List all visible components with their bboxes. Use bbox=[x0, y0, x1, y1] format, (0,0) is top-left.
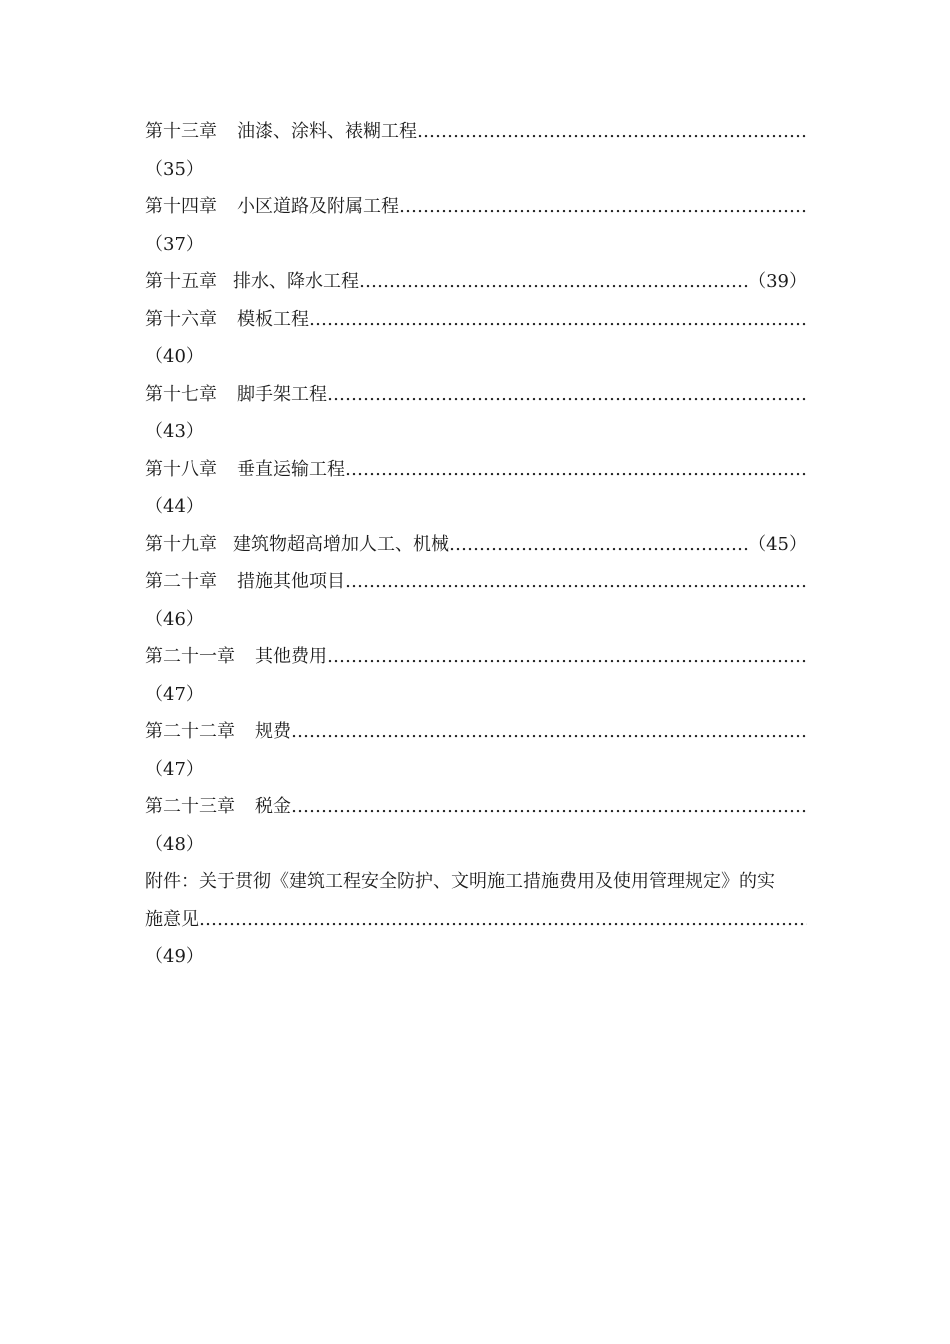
dot-leader bbox=[449, 526, 748, 564]
page-number: （49） bbox=[145, 946, 204, 967]
toc-entry-19[interactable] bbox=[145, 526, 807, 564]
page-number: （48） bbox=[145, 833, 204, 855]
chapter-number: 第十八章 bbox=[145, 458, 217, 480]
page-number: （40） bbox=[145, 346, 204, 367]
chapter-title: 其他费用 bbox=[255, 646, 327, 667]
chapter-title: 建筑物超高增加人工、机械 bbox=[233, 533, 449, 555]
dot-leader bbox=[399, 188, 807, 226]
chapter-title: 小区道路及附属工程 bbox=[237, 196, 399, 217]
chapter-title: 排水、降水工程 bbox=[233, 271, 359, 292]
chapter-title: 油漆、涂料、裱糊工程 bbox=[237, 121, 417, 142]
dot-leader bbox=[291, 788, 807, 826]
chapter-number: 第十六章 bbox=[145, 308, 217, 330]
page-number: （47） bbox=[145, 683, 204, 705]
dot-leader bbox=[309, 301, 807, 339]
chapter-number: 第十七章 bbox=[145, 383, 217, 405]
dot-leader bbox=[345, 451, 807, 489]
chapter-number: 第二十三章 bbox=[145, 796, 235, 817]
toc-entry-13[interactable] bbox=[145, 113, 807, 151]
chapter-title: 垂直运输工程 bbox=[237, 458, 345, 480]
appendix-title-end: 施意见 bbox=[145, 908, 199, 930]
table-of-contents bbox=[145, 113, 807, 976]
toc-entry-23[interactable] bbox=[145, 788, 807, 826]
toc-entry-16[interactable] bbox=[145, 301, 807, 339]
toc-entry-20[interactable] bbox=[145, 563, 807, 601]
chapter-number: 第十三章 bbox=[145, 121, 217, 142]
toc-entry-22[interactable] bbox=[145, 713, 807, 751]
chapter-title: 税金 bbox=[255, 796, 291, 817]
page-number: （45） bbox=[748, 533, 807, 555]
dot-leader bbox=[327, 638, 807, 676]
chapter-title: 模板工程 bbox=[237, 308, 309, 330]
dot-leader bbox=[345, 563, 807, 601]
chapter-number: 第十四章 bbox=[145, 196, 217, 217]
chapter-title: 规费 bbox=[255, 721, 291, 742]
dot-leader bbox=[199, 901, 807, 939]
chapter-title: 措施其他项目 bbox=[237, 571, 345, 592]
page-number: （46） bbox=[145, 608, 204, 630]
dot-leader bbox=[327, 376, 807, 414]
page-number: （44） bbox=[145, 496, 204, 517]
page-number: （39） bbox=[748, 271, 807, 292]
appendix-title-line[interactable] bbox=[145, 863, 807, 901]
chapter-number: 第二十一章 bbox=[145, 646, 235, 667]
toc-entry-14[interactable] bbox=[145, 188, 807, 226]
toc-entry-15[interactable] bbox=[145, 263, 807, 301]
toc-entry-18[interactable] bbox=[145, 451, 807, 489]
chapter-number: 第十九章 bbox=[145, 533, 217, 555]
chapter-number: 第二十二章 bbox=[145, 721, 235, 742]
dot-leader bbox=[359, 263, 748, 301]
chapter-number: 第十五章 bbox=[145, 271, 217, 292]
appendix-title-continuation[interactable] bbox=[145, 901, 807, 939]
dot-leader bbox=[291, 713, 807, 751]
page-number: （43） bbox=[145, 421, 204, 442]
dot-leader bbox=[417, 113, 807, 151]
appendix-title: 附件：关于贯彻《建筑工程安全防护、文明施工措施费用及使用管理规定》的实 bbox=[145, 871, 775, 892]
page-number: （35） bbox=[145, 158, 204, 180]
chapter-number: 第二十章 bbox=[145, 571, 217, 592]
toc-entry-17[interactable] bbox=[145, 376, 807, 414]
page-number: （37） bbox=[145, 233, 204, 255]
page-number: （47） bbox=[145, 758, 204, 780]
toc-entry-21[interactable] bbox=[145, 638, 807, 676]
chapter-title: 脚手架工程 bbox=[237, 383, 327, 405]
